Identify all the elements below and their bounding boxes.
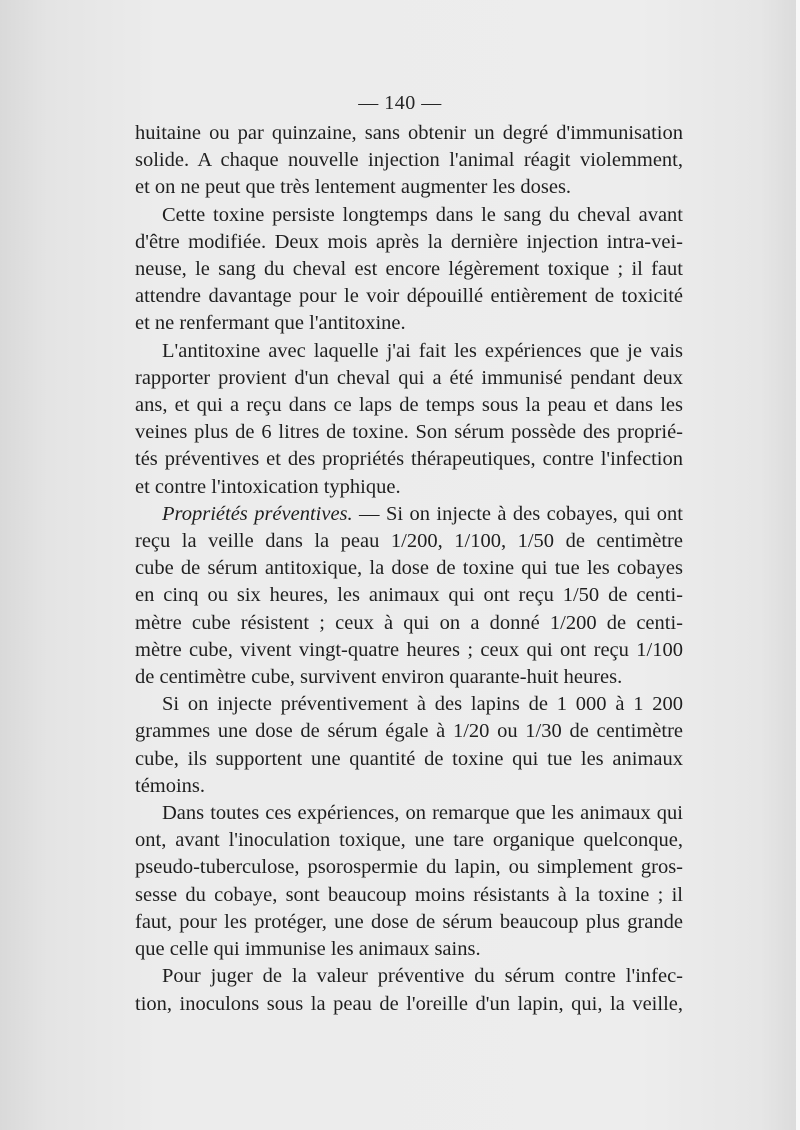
page-number: — 140 —: [358, 92, 442, 114]
paragraph-2: [135, 202, 683, 338]
text-line: tés préventives et des propriétés thérapeutiques, contre l'infection: [135, 448, 683, 471]
paragraph-6: [135, 800, 683, 963]
text-line: témoins.: [135, 774, 206, 797]
text-line: et on ne peut que très lentement augmenter les doses.: [135, 176, 572, 199]
heading-continuation: — Si on injecte à des cobayes, qui ont: [352, 502, 683, 525]
text-line: grammes une dose de sérum égale à 1/20 ou 1/30 de centimètre: [135, 720, 683, 743]
text-line: d'être modifiée. Deux mois après la dernière injection intra-vei-: [135, 230, 683, 253]
text-line: en cinq ou six heures, les animaux qui ont reçu 1/50 de centi-: [135, 584, 683, 607]
text-line: ans, et qui a reçu dans ce laps de temps sous la peau et dans les: [135, 394, 683, 417]
text-line: mètre cube résistent ; ceux à qui on a donné 1/200 de centi-: [135, 611, 683, 634]
section-heading: Propriétés préventives.: [162, 502, 353, 525]
text-line: solide. A chaque nouvelle injection l'animal réagit violemment,: [135, 149, 683, 172]
paragraph-4: [135, 501, 683, 691]
paragraph-3: [135, 338, 683, 501]
text-line: cube, ils supportent une quantité de toxine qui tue les animaux: [135, 747, 683, 770]
text-line: que celle qui immunise les animaux sains.: [135, 938, 481, 961]
text-line: cube de sérum antitoxique, la dose de toxine qui tue les cobayes: [135, 557, 683, 580]
text-line: et contre l'intoxication typhique.: [135, 475, 401, 498]
text-line: Cette toxine persiste longtemps dans le sang du cheval avant: [162, 203, 683, 226]
text-line: Si on injecte préventivement à des lapins de 1 000 à 1 200: [162, 693, 683, 716]
paragraph-5: [135, 691, 683, 800]
text-line: faut, pour les protéger, une dose de sérum beaucoup plus grande: [135, 910, 683, 933]
text-line: Dans toutes ces expériences, on remarque que les animaux qui: [162, 802, 683, 825]
text-line: Pour juger de la valeur préventive du sérum contre l'infec-: [162, 965, 683, 988]
text-line: rapporter provient d'un cheval qui a été immunisé pendant deux: [135, 366, 683, 389]
body-text: [135, 120, 683, 1018]
page-edge: [796, 0, 800, 1130]
text-line: pseudo-tuberculose, psorospermie du lapin, ou simplement gros-: [135, 856, 683, 879]
text-line: et ne renfermant que l'antitoxine.: [135, 312, 406, 335]
text-line: de centimètre cube, survivent environ quarante-huit heures.: [135, 666, 623, 689]
text-line: sesse du cobaye, sont beaucoup moins résistants à la toxine ; il: [135, 883, 683, 906]
paragraph-1: [135, 120, 683, 202]
text-line: ont, avant l'inoculation toxique, une tare organique quelconque,: [135, 829, 683, 852]
paragraph-7: [135, 963, 683, 1017]
text-line: [135, 501, 683, 528]
text-line: tion, inoculons sous la peau de l'oreille d'un lapin, qui, la veille,: [135, 992, 683, 1015]
text-line: reçu la veille dans la peau 1/200, 1/100, 1/50 de centimètre: [135, 530, 683, 553]
text-line: veines plus de 6 litres de toxine. Son sérum possède des proprié-: [135, 421, 683, 444]
text-line: attendre davantage pour le voir dépouillé entièrement de toxicité: [135, 285, 683, 308]
text-line: neuse, le sang du cheval est encore légèrement toxique ; il faut: [135, 258, 683, 281]
text-line: mètre cube, vivent vingt-quatre heures ; ceux qui ont reçu 1/100: [135, 638, 683, 661]
text-line: L'antitoxine avec laquelle j'ai fait les expériences que je vais: [162, 339, 683, 362]
text-line: huitaine ou par quinzaine, sans obtenir un degré d'immunisation: [135, 122, 683, 144]
